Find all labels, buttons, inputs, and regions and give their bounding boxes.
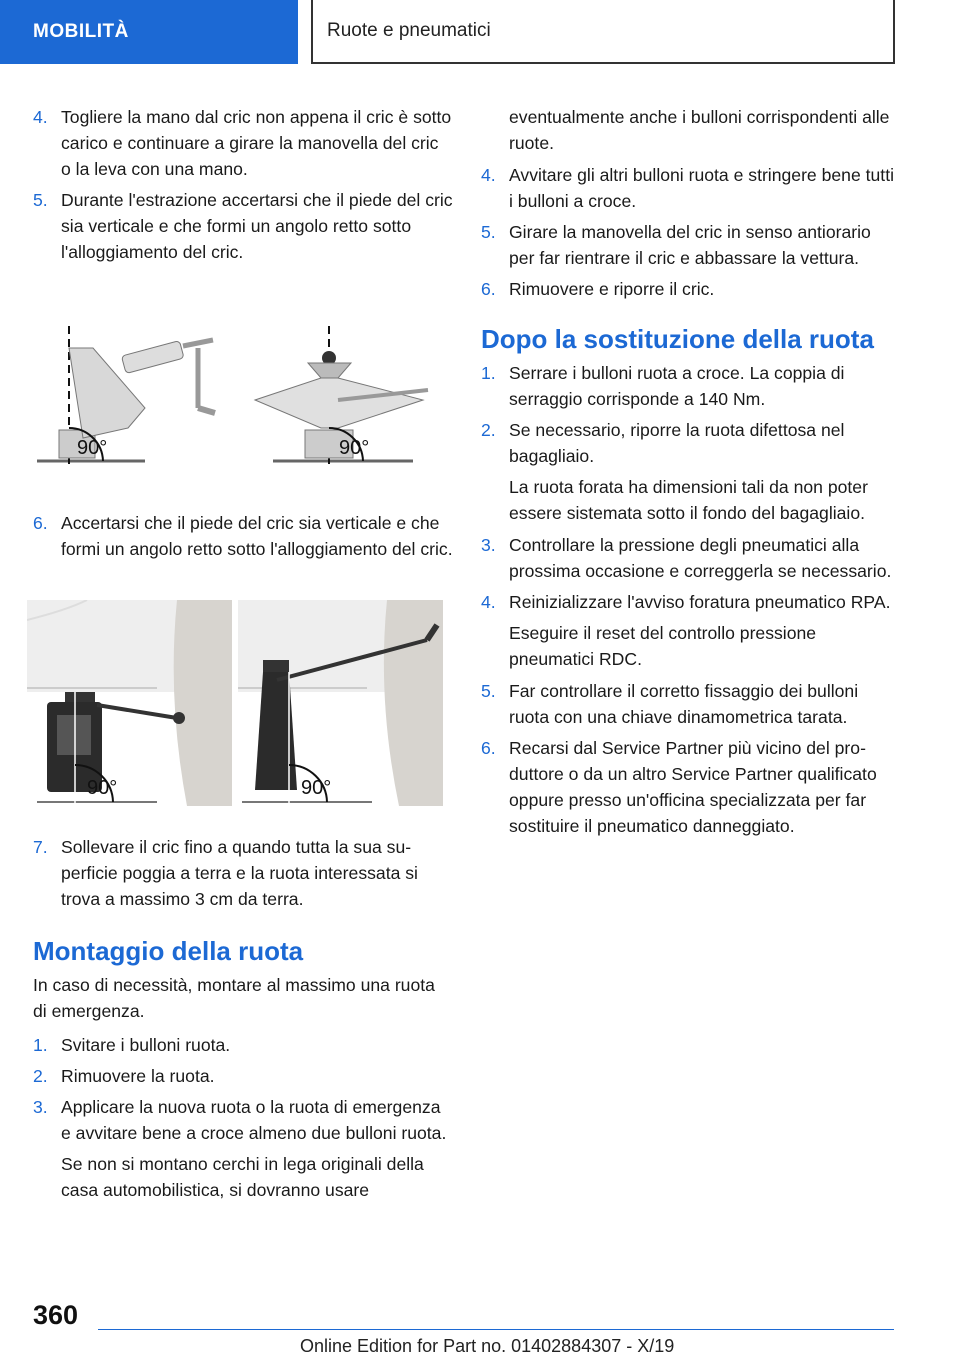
step-text: Applicare la nuova ruota o la ruota di emergenza e avvitare bene a croce almeno due bulloni ruota.: [61, 1097, 447, 1143]
section-heading: Dopo la sostituzione della ruota: [481, 324, 874, 354]
list-item: [481, 417, 899, 469]
left-step-6: [33, 510, 453, 567]
page-number: 360: [33, 1300, 79, 1330]
jack-photos: [27, 600, 443, 806]
list-item: [481, 276, 899, 302]
jack-photo-left: [27, 600, 232, 806]
section-heading: Montaggio della ruota: [33, 936, 304, 966]
step-text: Recarsi dal Service Partner più vicino del produttore o da un altro Service Partner qualificato oppure presso un'officina specializzata per far sostituire il pneumatico danneggiato.: [509, 738, 877, 836]
step-number: 1.: [33, 1035, 48, 1055]
list-item: [481, 589, 899, 615]
step-text: Controllare la pressione degli pneumatici alla prossima occasione e correggerla se necessario.: [509, 535, 892, 581]
step-text: Far controllare il corretto fissaggio dei bulloni ruota con una chiave dinamometrica tarata.: [509, 681, 859, 727]
list-item: [33, 1032, 453, 1058]
step-note: Eseguire il reset del controllo pressione pneumatici RDC.: [509, 623, 817, 669]
step-number: 4.: [481, 165, 496, 185]
section-title: MOBILITÀ: [33, 21, 129, 42]
jack-photo-right: [238, 600, 443, 806]
step-text: Svitare i bulloni ruota.: [61, 1035, 231, 1055]
step-number: 1.: [481, 363, 496, 383]
list-item: [33, 1094, 453, 1146]
jack-diagram-figure: [33, 318, 445, 474]
step-number: 5.: [481, 222, 496, 242]
step-text: Sollevare il cric fino a quando tutta la sua superficie poggia a terra e la ruota interessata si trova a massimo 3 cm da terra.: [61, 837, 418, 909]
list-item: [481, 360, 899, 412]
step-number: 6.: [33, 513, 48, 533]
step-text: Serrare i bulloni ruota a croce. La coppia di serraggio corrisponde a 140 Nm.: [509, 363, 845, 409]
edition-text: Online Edition for Part no. 01402884307 - X/19: [300, 1336, 675, 1356]
list-item: [481, 219, 899, 271]
step-text: Se necessario, riporre la ruota difettosa nel bagagliaio.: [509, 420, 845, 466]
step-number: 2.: [481, 420, 496, 440]
list-item: [33, 510, 453, 562]
jack-side-view: [37, 326, 215, 468]
right-column: [481, 104, 899, 844]
step-number: 5.: [33, 190, 48, 210]
chapter-header: [311, 0, 895, 64]
step-number: 4.: [481, 592, 496, 612]
jack-front-view: [255, 326, 428, 468]
angle-label: 90°: [301, 777, 332, 799]
chapter-title: Ruote e pneumatici: [327, 20, 491, 41]
list-item: [33, 834, 453, 912]
list-item: [481, 162, 899, 214]
jack-photo-figure: [27, 600, 443, 806]
step-number: 3.: [481, 535, 496, 555]
list-item: [481, 678, 899, 730]
list-item: [481, 532, 899, 584]
section-tab: [0, 0, 298, 64]
footer-divider: [98, 1329, 894, 1330]
step-number: 2.: [33, 1066, 48, 1086]
step-text: Togliere la mano dal cric non appena il cric è sotto carico e continuare a girare la manovella del cric o la leva con una mano.: [61, 107, 452, 179]
step-number: 6.: [481, 279, 496, 299]
step-note: Se non si montano cerchi in lega originali della casa automobilistica, si dovranno usare: [61, 1154, 424, 1200]
list-item: [33, 1063, 453, 1089]
step-text: Durante l'estrazione accertarsi che il piede del cric sia verticale e che formi un angolo retto sotto l'alloggiamento del cric.: [61, 190, 453, 262]
step-number: 5.: [481, 681, 496, 701]
left-column-bottom: [33, 834, 453, 1209]
step-text: Avvitare gli altri bulloni ruota e stringere bene tutti i bulloni a croce.: [509, 165, 894, 211]
step-text: Accertarsi che il piede del cric sia verticale e che formi un angolo retto sotto l'alloggiamento del cric.: [61, 513, 453, 559]
intro-text: In caso di necessità, montare al massimo una ruota di emergenza.: [33, 975, 435, 1021]
step-text: Rimuovere e riporre il cric.: [509, 279, 715, 299]
angle-label: 90°: [77, 437, 108, 459]
step-number: 3.: [33, 1097, 48, 1117]
step-note: La ruota forata ha dimensioni tali da non poter essere sistemata sotto il fondo del bagagliaio.: [509, 477, 868, 523]
continuation-text: eventualmente anche i bulloni corrispondenti alle ruote.: [509, 107, 890, 153]
list-item: [33, 104, 453, 182]
angle-label: 90°: [339, 437, 370, 459]
step-number: 6.: [481, 738, 496, 758]
left-column-top: [33, 104, 453, 270]
jack-diagram: [33, 318, 445, 474]
list-item: [481, 735, 899, 839]
step-text: Rimuovere la ruota.: [61, 1066, 215, 1086]
step-number: 4.: [33, 107, 48, 127]
list-item: [33, 187, 453, 265]
angle-label: 90°: [87, 777, 118, 799]
step-text: Reinizializzare l'avviso foratura pneumatico RPA.: [509, 592, 891, 612]
step-text: Girare la manovella del cric in senso antiorario per far rientrare il cric e abbassare la vettura.: [509, 222, 871, 268]
step-number: 7.: [33, 837, 48, 857]
